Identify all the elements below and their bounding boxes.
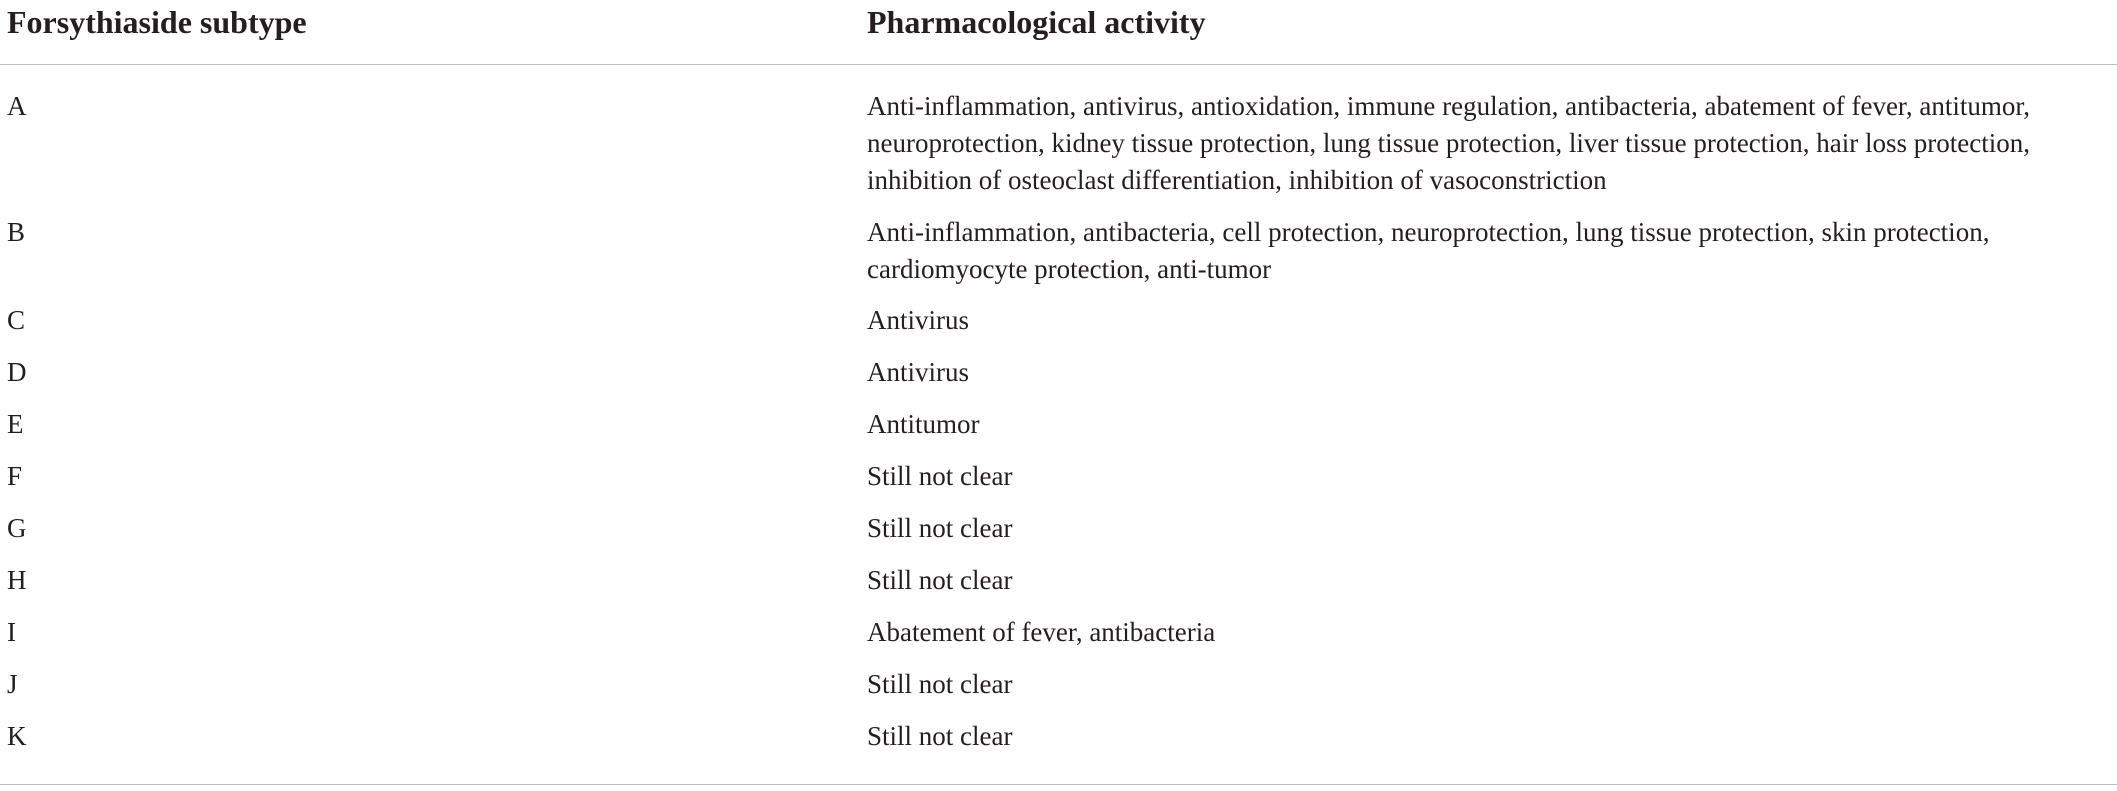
subtype-cell: E (7, 409, 24, 439)
activity-cell: Antitumor (867, 409, 980, 439)
table-row (0, 88, 2117, 214)
activity-cell: Still not clear (867, 565, 1013, 595)
column-header-activity: Pharmacological activity (867, 4, 1206, 40)
activity-cell: Still not clear (867, 513, 1013, 543)
table-row (0, 718, 2117, 770)
table-bottom-rule (0, 784, 2117, 785)
subtype-cell: B (7, 217, 26, 247)
activity-cell: Abatement of fever, antibacteria (867, 617, 1216, 647)
subtype-cell: D (7, 357, 27, 387)
table-header (0, 0, 2117, 64)
table-body (0, 88, 2117, 770)
activity-cell: Anti-inflammation, antibacteria, cell protection, neuroprotection, lung tissue protection, skin protection, cardiomyocyte protection, anti-tumor (867, 217, 1990, 284)
activity-cell: Antivirus (867, 357, 970, 387)
activity-cell: Still not clear (867, 669, 1013, 699)
activity-cell: Anti-inflammation, antivirus, antioxidation, immune regulation, antibacteria, abatement of fever, antitumor, neuroprotection, kidney tissue protection, lung tissue protection, liver tissue protection, hair loss protection, inhibition of osteoclast differentiation, inhibition of vasoconstriction (867, 91, 2031, 195)
table-row (0, 406, 2117, 458)
table-row (0, 354, 2117, 406)
table-row (0, 562, 2117, 614)
table-row (0, 614, 2117, 666)
subtype-cell: K (7, 721, 27, 751)
activity-cell: Antivirus (867, 305, 970, 335)
subtype-cell: I (7, 617, 16, 647)
subtype-cell: J (7, 669, 18, 699)
subtype-cell: C (7, 305, 26, 335)
activity-cell: Still not clear (867, 721, 1013, 751)
header-divider (0, 64, 2117, 65)
subtype-cell: G (7, 513, 27, 543)
subtype-cell: H (7, 565, 27, 595)
subtype-cell: A (7, 91, 27, 121)
subtype-cell: F (7, 461, 23, 491)
table-row (0, 214, 2117, 302)
table-row (0, 666, 2117, 718)
activity-cell: Still not clear (867, 461, 1013, 491)
column-header-subtype: Forsythiaside subtype (7, 4, 307, 40)
table-row (0, 510, 2117, 562)
table-row (0, 458, 2117, 510)
table-row (0, 302, 2117, 354)
